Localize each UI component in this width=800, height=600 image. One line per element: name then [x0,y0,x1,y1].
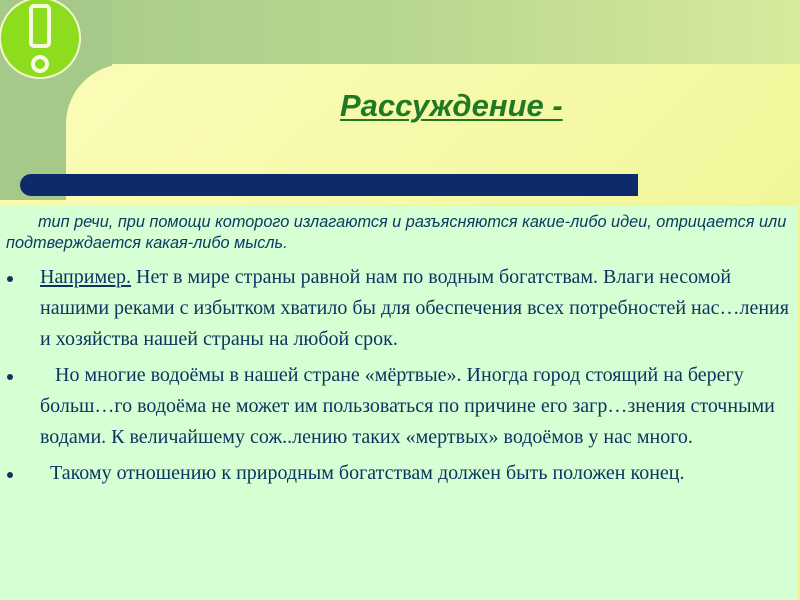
content-panel [0,206,798,600]
bullet-dot [7,472,13,478]
bullet-text: Но многие водоёмы в нашей стране «мёртвые». Иногда город стоящий на берегу больш…го водоёма не может им пользоваться по причине его загр…знения сточными водами. К величайшему сож..лению таких «мертвых» водоёмов у нас много. [40,364,775,448]
bullet-item-3 [0,458,798,489]
header-green-band [0,0,800,64]
bullet-dot [7,374,13,380]
bullet-text: Такому отношению к природным богатствам должен быть положен конец. [40,462,685,484]
content-body [0,206,798,489]
bullet-dot [7,276,13,282]
bullet-item-2 [0,360,798,453]
bullet-item-1 [0,262,798,355]
definition-text: тип речи, при помощи которого излагаются и разъясняются какие-либо идеи, отрицается или подтверждается какая-либо мысль. [6,213,787,252]
example-label: Например. [40,266,131,288]
bullet-text: Нет в мире страны равной нам по водным богатствам. Влаги несомой нашими реками с избытком хватило бы для обеспечения всех потребностей нас…ления и хозяйства нашей страны на любой срок. [40,266,789,350]
exclamation-circle-icon [0,0,84,84]
title-divider-bar [20,174,638,196]
slide-title: Рассуждение - [340,88,563,123]
